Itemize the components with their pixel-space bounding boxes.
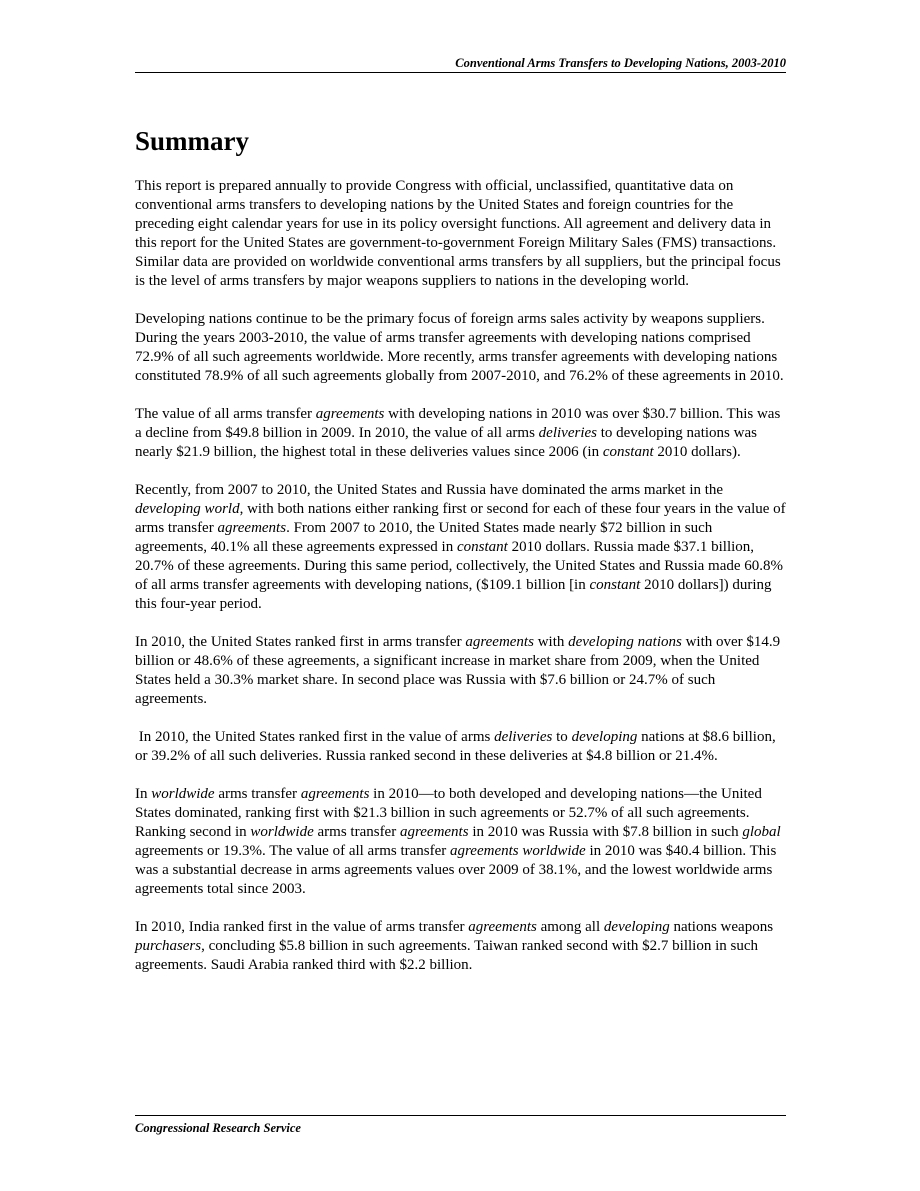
text-run: to developing nations was nearly $21.9 billion, the highest total in these deliveries values since 2006 (in xyxy=(135,425,757,460)
italic-text: agreements xyxy=(217,520,287,536)
text-run: arms transfer xyxy=(214,786,301,802)
text-run: arms transfer xyxy=(313,824,400,840)
italic-text: constant xyxy=(456,539,508,555)
italic-text: worldwide xyxy=(151,786,215,802)
running-footer: Congressional Research Service xyxy=(135,1121,301,1135)
italic-text: deliveries xyxy=(538,425,597,441)
text-run: , with both nations either ranking first or second for each of these four years in the value of arms transfer xyxy=(135,501,786,536)
text-run: with developing nations in 2010 was over $30.7 billion. This was a decline from $49.8 billion in 2009. In 2010, the value of all arms xyxy=(135,406,781,441)
italic-text: constant xyxy=(602,444,654,460)
italic-text: agreements xyxy=(399,824,469,840)
text-run: In 2010, the United States ranked first in arms transfer xyxy=(135,634,466,650)
text-run: . From 2007 to 2010, the United States made nearly $72 billion in such agreements, 40.1% all these agreements expressed in xyxy=(135,520,713,555)
italic-text: agreements xyxy=(468,919,537,935)
italic-text: global xyxy=(742,824,781,840)
paragraph xyxy=(135,481,786,614)
italic-text: deliveries xyxy=(494,729,553,745)
text-run: in 2010 was $40.4 billion. This was a substantial decrease in arms agreements values over 2009 of 38.1%, and the lowest worldwide arms agreements total since 2003. xyxy=(135,843,777,897)
paragraph xyxy=(135,310,786,386)
italic-text: agreements xyxy=(465,634,534,650)
text-run: Developing nations continue to be the primary focus of foreign arms sales activity by weapons suppliers. During the years 2003-2010, the value of arms transfer agreements with developing nations comprised 72.9% of all such agreements worldwide. More recently, arms transfer agreements with developing nations constituted 78.9% of all such agreements globally from 2007-2010, and 76.2% of these agreements in 2010. xyxy=(135,311,784,384)
text-run: In 2010, the United States ranked first in the value of arms xyxy=(135,729,495,745)
italic-text: developing xyxy=(571,729,638,745)
page-title: Summary xyxy=(135,126,249,156)
text-run: 2010 dollars]) during this four-year period. xyxy=(135,577,772,612)
text-run: nations weapons xyxy=(669,919,774,935)
text-run: in 2010 was Russia with $7.8 billion in such xyxy=(468,824,743,840)
italic-text: developing xyxy=(603,919,670,935)
text-run: nations at $8.6 billion, or 39.2% of all such deliveries. Russia ranked second in these deliveries at $4.8 billion or 21.4%. xyxy=(135,729,776,764)
text-run: 2010 dollars). xyxy=(653,444,741,460)
text-run: The value of all arms transfer xyxy=(135,406,316,422)
text-run: In 2010, India ranked first in the value of arms transfer xyxy=(135,919,469,935)
paragraph xyxy=(135,633,786,709)
text-run: agreements or 19.3%. The value of all arms transfer xyxy=(135,843,451,859)
text-run: Recently, from 2007 to 2010, the United States and Russia have dominated the arms market in the xyxy=(135,482,724,498)
italic-text: purchasers xyxy=(135,938,202,954)
italic-text: developing nations xyxy=(568,634,682,650)
footer-rule xyxy=(135,1115,786,1116)
text-run: in 2010—to both developed and developing nations—the United States dominated, ranking first with $21.3 billion in such agreements or 52.7% of all such agreements. Ranking second in xyxy=(135,786,762,840)
text-run: This report is prepared annually to provide Congress with official, unclassified, quantitative data on conventional arms transfers to developing nations by the United States and foreign countries for the preceding eight calendar years for use in its policy oversight functions. All agreement and delivery data in this report for the United States are government-to-government Foreign Military Sales (FMS) transactions. Similar data are provided on worldwide conventional arms transfers by all suppliers, but the principal focus is the level of arms transfers by major weapons suppliers to nations in the developing world. xyxy=(135,178,781,289)
paragraph xyxy=(135,785,786,899)
header-rule xyxy=(135,72,786,73)
text-run: with xyxy=(533,634,569,650)
italic-text: worldwide xyxy=(250,824,314,840)
running-header: Conventional Arms Transfers to Developing Nations, 2003-2010 xyxy=(455,56,786,70)
italic-text: constant xyxy=(589,577,641,593)
text-run: to xyxy=(552,729,572,745)
text-run: In xyxy=(135,786,152,802)
italic-text: agreements xyxy=(315,406,385,422)
italic-text: agreements xyxy=(300,786,370,802)
paragraph xyxy=(135,728,786,766)
text-run: with over $14.9 billion or 48.6% of these agreements, a significant increase in market share from 2009, when the United States held a 30.3% market share. In second place was Russia with $7.6 billion or 24.7% of such agreements. xyxy=(135,634,781,707)
paragraph xyxy=(135,405,786,462)
text-run: , concluding $5.8 billion in such agreements. Taiwan ranked second with $2.7 billion in such agreements. Saudi Arabia ranked third with $2.2 billion. xyxy=(135,938,759,973)
paragraph xyxy=(135,177,786,291)
text-run: among all xyxy=(536,919,604,935)
italic-text: developing world xyxy=(135,501,240,517)
italic-text: agreements worldwide xyxy=(450,843,586,859)
summary-body xyxy=(135,177,786,994)
text-run: 2010 dollars. Russia made $37.1 billion, 20.7% of these agreements. During this same period, collectively, the United States and Russia made 60.8% of all arms transfer agreements with developing nations, ($109.1 billion [in xyxy=(135,539,784,593)
paragraph xyxy=(135,918,786,975)
